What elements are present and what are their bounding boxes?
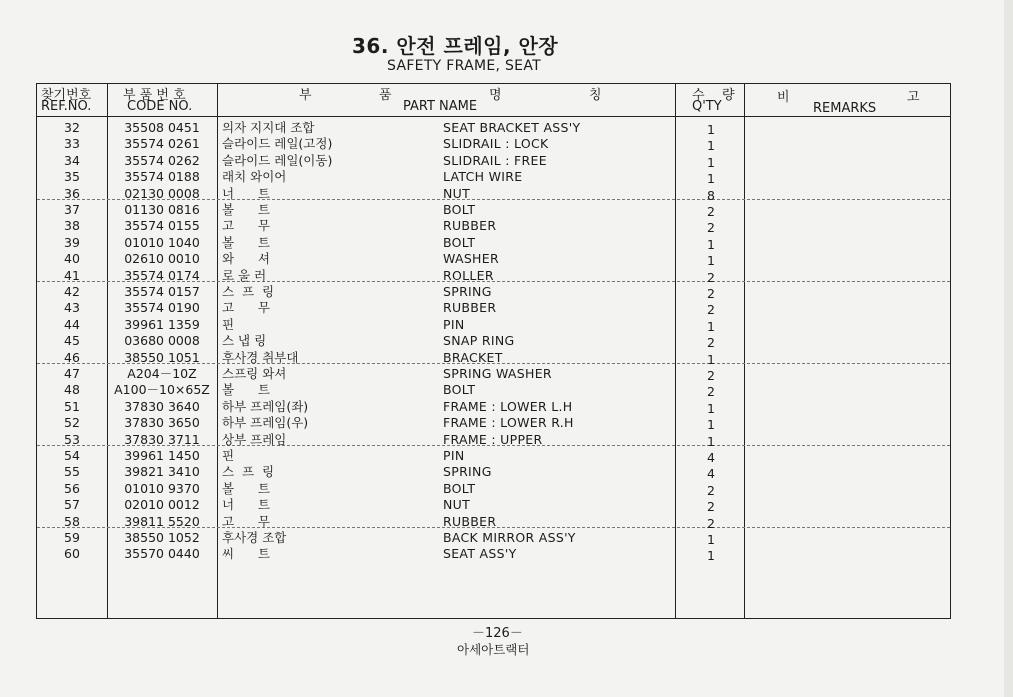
code-number: 39961 1359	[124, 317, 200, 332]
quantity: 2	[707, 204, 715, 219]
ref-number: 47	[64, 366, 80, 381]
ref-number: 57	[64, 497, 80, 512]
part-name-english: FRAME : LOWER R.H	[443, 415, 574, 430]
part-name-korean: 슬라이드 레일(고정)	[222, 136, 333, 151]
part-name-korean: 볼 트	[222, 382, 270, 397]
part-name-english: NUT	[443, 497, 471, 512]
ref-number: 37	[64, 202, 80, 217]
part-name-english: NUT	[443, 186, 471, 201]
part-name-english: PIN	[443, 317, 465, 332]
quantity: 2	[707, 220, 715, 235]
part-name-korean: 로 울 러	[222, 268, 267, 283]
part-name-english: SNAP RING	[443, 333, 515, 348]
part-name-english: RUBBER	[443, 514, 497, 529]
code-number: 35570 0440	[124, 546, 200, 561]
part-name-korean: 래치 와이어	[222, 169, 287, 184]
ref-number: 36	[64, 186, 80, 201]
code-number: 35574 0262	[124, 153, 200, 168]
quantity: 8	[707, 188, 715, 203]
part-name-korean: 볼 트	[222, 202, 270, 217]
code-number: 35574 0190	[124, 300, 200, 315]
header-code-eng: CODE NO.	[127, 99, 193, 114]
part-name-english: SEAT BRACKET ASS'Y	[443, 120, 581, 135]
ref-number: 35	[64, 169, 80, 184]
part-name-korean: 스 프 링	[222, 284, 275, 299]
parts-table	[36, 83, 951, 619]
header-qty-kor-2: 량	[722, 88, 735, 103]
part-name-english: LATCH WIRE	[443, 169, 523, 184]
quantity: 1	[707, 401, 715, 416]
quantity: 2	[707, 335, 715, 350]
quantity: 1	[707, 122, 715, 137]
part-name-english: RUBBER	[443, 300, 497, 315]
quantity: 1	[707, 171, 715, 186]
ref-number: 54	[64, 448, 80, 463]
quantity: 2	[707, 483, 715, 498]
header-name-kor-4: 칭	[589, 88, 602, 103]
code-number: 03680 0008	[124, 333, 200, 348]
header-remarks-eng: REMARKS	[813, 101, 877, 116]
quantity: 2	[707, 516, 715, 531]
part-name-english: ROLLER	[443, 268, 494, 283]
quantity: 1	[707, 155, 715, 170]
part-name-english: BACK MIRROR ASS'Y	[443, 530, 576, 545]
ref-number: 53	[64, 432, 80, 447]
code-number: 38550 1052	[124, 530, 200, 545]
code-number: 35508 0451	[124, 120, 200, 135]
quantity: 1	[707, 548, 715, 563]
quantity: 2	[707, 499, 715, 514]
quantity: 1	[707, 138, 715, 153]
ref-number: 59	[64, 530, 80, 545]
header-remarks-kor-1: 비	[777, 90, 790, 105]
ref-number: 39	[64, 235, 80, 250]
header-code-kor: 부 품 번 호	[123, 88, 186, 103]
ref-number: 44	[64, 317, 80, 332]
part-name-english: FRAME : LOWER L.H	[443, 399, 573, 414]
ref-number: 52	[64, 415, 80, 430]
part-name-korean: 너 트	[222, 497, 270, 512]
part-name-english: PIN	[443, 448, 465, 463]
column-divider	[675, 84, 676, 618]
header-name-kor-1: 부	[299, 88, 312, 103]
ref-number: 45	[64, 333, 80, 348]
header-name-eng: PART NAME	[403, 99, 478, 114]
part-name-english: BOLT	[443, 235, 476, 250]
part-name-english: SEAT ASS'Y	[443, 546, 517, 561]
code-number: A204－10Z	[127, 366, 197, 381]
code-number: 38550 1051	[124, 350, 200, 365]
part-name-korean: 볼 트	[222, 481, 270, 496]
part-name-korean: 핀	[222, 448, 235, 463]
quantity: 2	[707, 270, 715, 285]
quantity: 1	[707, 434, 715, 449]
part-name-korean: 볼 트	[222, 235, 270, 250]
part-name-english: SPRING	[443, 464, 492, 479]
part-name-english: RUBBER	[443, 218, 497, 233]
code-number: 02130 0008	[124, 186, 200, 201]
part-name-english: SLIDRAIL : LOCK	[443, 136, 549, 151]
quantity: 2	[707, 302, 715, 317]
ref-number: 48	[64, 382, 80, 397]
part-name-korean: 와 셔	[222, 251, 270, 266]
code-number: 01010 1040	[124, 235, 200, 250]
part-name-korean: 하부 프레임(좌)	[222, 399, 309, 414]
code-number: 35574 0188	[124, 169, 200, 184]
header-ref-eng: REF.NO.	[41, 99, 92, 114]
part-name-korean: 후사경 취부대	[222, 350, 299, 365]
page-title: 36. 안전 프레임, 안장	[352, 34, 559, 58]
ref-number: 41	[64, 268, 80, 283]
code-number: 39811 5520	[124, 514, 200, 529]
ref-number: 55	[64, 464, 80, 479]
part-name-english: SPRING	[443, 284, 492, 299]
ref-number: 40	[64, 251, 80, 266]
page-number: －126－	[472, 626, 523, 641]
code-number: 01010 9370	[124, 481, 200, 496]
quantity: 1	[707, 417, 715, 432]
part-name-english: SLIDRAIL : FREE	[443, 153, 547, 168]
part-name-korean: 스프링 와셔	[222, 366, 287, 381]
part-name-korean: 하부 프레임(우)	[222, 415, 309, 430]
part-name-korean: 후사경 조합	[222, 530, 287, 545]
part-name-korean: 의자 지지대 조합	[222, 120, 315, 135]
header-remarks-kor-2: 고	[907, 90, 920, 105]
page-edge	[1004, 0, 1013, 697]
part-name-english: BOLT	[443, 382, 476, 397]
quantity: 1	[707, 352, 715, 367]
quantity: 2	[707, 286, 715, 301]
code-number: 39821 3410	[124, 464, 200, 479]
part-name-english: WASHER	[443, 251, 499, 266]
quantity: 2	[707, 368, 715, 383]
header-qty-kor-1: 수	[692, 88, 705, 103]
part-name-korean: 핀	[222, 317, 235, 332]
part-name-korean: 스 프 링	[222, 464, 275, 479]
code-number: 35574 0174	[124, 268, 200, 283]
ref-number: 51	[64, 399, 80, 414]
code-number: 02610 0010	[124, 251, 200, 266]
code-number: A100－10×65Z	[114, 382, 210, 397]
code-number: 37830 3711	[124, 432, 200, 447]
publisher-name: 아세아트랙터	[457, 642, 530, 657]
part-name-english: FRAME : UPPER	[443, 432, 543, 447]
code-number: 37830 3640	[124, 399, 200, 414]
part-name-korean: 스 냅 링	[222, 333, 267, 348]
ref-number: 34	[64, 153, 80, 168]
ref-number: 38	[64, 218, 80, 233]
header-rule	[37, 116, 950, 117]
part-name-korean: 고 무	[222, 300, 270, 315]
quantity: 2	[707, 384, 715, 399]
code-number: 37830 3650	[124, 415, 200, 430]
quantity: 1	[707, 253, 715, 268]
header-qty-eng: Q'TY	[692, 99, 722, 114]
header-name-kor-3: 명	[489, 88, 502, 103]
part-name-korean: 슬라이드 레일(이동)	[222, 153, 333, 168]
part-name-english: BOLT	[443, 481, 476, 496]
ref-number: 56	[64, 481, 80, 496]
quantity: 4	[707, 466, 715, 481]
code-number: 35574 0155	[124, 218, 200, 233]
part-name-english: BRACKET	[443, 350, 503, 365]
part-name-english: SPRING WASHER	[443, 366, 552, 381]
code-number: 02010 0012	[124, 497, 200, 512]
page-subtitle: SAFETY FRAME, SEAT	[387, 58, 541, 74]
part-name-korean: 고 무	[222, 218, 270, 233]
part-name-korean: 씨 트	[222, 546, 270, 561]
code-number: 35574 0157	[124, 284, 200, 299]
ref-number: 43	[64, 300, 80, 315]
ref-number: 42	[64, 284, 80, 299]
column-divider	[217, 84, 218, 618]
code-number: 01130 0816	[124, 202, 200, 217]
ref-number: 60	[64, 546, 80, 561]
part-name-korean: 고 무	[222, 514, 270, 529]
quantity: 4	[707, 450, 715, 465]
ref-number: 32	[64, 120, 80, 135]
part-name-english: BOLT	[443, 202, 476, 217]
part-name-korean: 상부 프레임	[222, 432, 287, 447]
ref-number: 33	[64, 136, 80, 151]
code-number: 39961 1450	[124, 448, 200, 463]
part-name-korean: 너 트	[222, 186, 270, 201]
quantity: 1	[707, 319, 715, 334]
code-number: 35574 0261	[124, 136, 200, 151]
quantity: 1	[707, 532, 715, 547]
header-name-kor-2: 품	[379, 88, 392, 103]
quantity: 1	[707, 237, 715, 252]
ref-number: 46	[64, 350, 80, 365]
header-ref-kor: 찾기번호	[41, 88, 92, 103]
ref-number: 58	[64, 514, 80, 529]
